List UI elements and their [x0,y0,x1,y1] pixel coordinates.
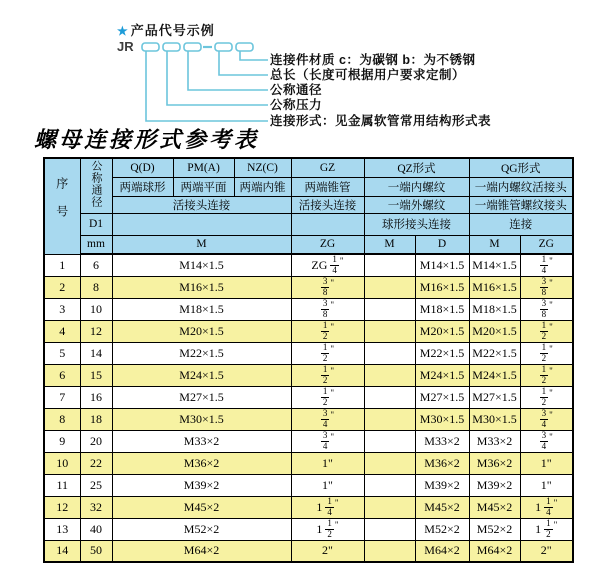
cell-qz-d: M18×1.5 [415,298,469,320]
cell-dn: 22 [80,452,112,474]
subheader-nz: 两端内锥 [234,177,291,196]
table-row [44,364,573,386]
cell-qg-zg: 1 $\frac{1}{4}$ " [520,496,573,518]
cell-qz-m [364,408,415,430]
subheader-qz-2: 一端外螺纹 [364,196,469,213]
cell-dn: 40 [80,518,112,540]
cell-qz-m [364,320,415,342]
cell-seq: 4 [44,320,80,342]
cell-seq: 2 [44,276,80,298]
cell-qg-zg: $\frac{3}{8}$ " [520,276,573,298]
cell-dn: 12 [80,320,112,342]
col-header-qz-m: M [364,235,415,254]
cell-qg-m: M18×1.5 [469,298,520,320]
cell-qz-m [364,452,415,474]
cell-zg: $\frac{3}{4}$ " [291,430,364,452]
col-header-qz: QZ形式 [364,158,469,177]
cell-zg: $\frac{1}{2}$ " [291,342,364,364]
cell-m: M18×1.5 [112,298,291,320]
col-header-seq: 序号 [44,158,80,254]
cell-seq: 5 [44,342,80,364]
cell-seq: 6 [44,364,80,386]
cell-dn: 50 [80,540,112,562]
cell-qg-m: M64×2 [469,540,520,562]
subheader-gz: 两端锥管 [291,177,364,196]
star-icon: ★ [117,24,129,38]
cell-qz-m [364,540,415,562]
table-title: 螺母连接形式参考表 [34,127,260,153]
connector-lines [146,47,268,121]
cell-qg-m: M14×1.5 [469,254,520,276]
subheader-pm: 两端平面 [173,177,234,196]
cell-qz-m [364,474,415,496]
cell-zg: 1" [291,474,364,496]
cell-seq: 9 [44,430,80,452]
table-row [44,342,573,364]
cell-qz-m [364,430,415,452]
subheader-qz-1: 一端内螺纹 [364,177,469,196]
col-header-qg-m: M [469,235,520,254]
cell-qz-d: M45×2 [415,496,469,518]
cell-m: M16×1.5 [112,276,291,298]
cell-dn: 10 [80,298,112,320]
subheader-qg-2: 一端锥管螺纹接头 [469,196,573,213]
cell-qg-m: M27×1.5 [469,386,520,408]
cell-m: M64×2 [112,540,291,562]
cell-qg-zg: $\frac{3}{4}$ " [520,430,573,452]
cell-seq: 1 [44,254,80,276]
cell-dn: 32 [80,496,112,518]
cell-dn: 6 [80,254,112,276]
cell-m: M22×1.5 [112,342,291,364]
code-boxes [142,43,253,51]
cell-qg-m: M33×2 [469,430,520,452]
code-box-2 [163,43,180,51]
table-row [44,386,573,408]
cell-zg: ZG $\frac{1}{4}$ " [291,254,364,276]
col-header-qg: QG形式 [469,158,573,177]
header-blank-gz [291,213,364,235]
cell-qz-d: M36×2 [415,452,469,474]
cell-zg: $\frac{3}{8}$ " [291,298,364,320]
cell-m: M52×2 [112,518,291,540]
cell-m: M24×1.5 [112,364,291,386]
cell-qz-m [364,298,415,320]
cell-qz-m [364,342,415,364]
table-row [44,430,573,452]
cell-qg-m: M16×1.5 [469,276,520,298]
cell-qz-d: M30×1.5 [415,408,469,430]
label-nominal-diameter: 公称通径 [270,83,323,97]
cell-seq: 8 [44,408,80,430]
cell-zg: $\frac{1}{2}$ " [291,320,364,342]
cell-qz-m [364,254,415,276]
cell-qg-zg: 1 $\frac{1}{2}$ " [520,518,573,540]
cell-qz-d: M14×1.5 [415,254,469,276]
table-header [44,158,573,254]
cell-zg: 2" [291,540,364,562]
cell-zg: $\frac{3}{8}$ " [291,276,364,298]
cell-qg-zg: $\frac{1}{2}$ " [520,320,573,342]
table-row [44,496,573,518]
cell-zg: 1 $\frac{1}{4}$ " [291,496,364,518]
label-connector-material: 连接件材质 c：为碳钢 b：为不锈钢 [270,53,476,67]
cell-seq: 12 [44,496,80,518]
col-header-zg: ZG [291,235,364,254]
product-code-prefix: JR [117,39,134,54]
cell-dn: 18 [80,408,112,430]
cell-seq: 7 [44,386,80,408]
label-nominal-pressure: 公称压力 [270,98,323,112]
cell-dn: 8 [80,276,112,298]
cell-dn: 20 [80,430,112,452]
table-row [44,298,573,320]
cell-m: M39×2 [112,474,291,496]
cell-qz-m [364,496,415,518]
table-row [44,474,573,496]
col-header-gz: GZ [291,158,364,177]
header-blank-m [112,213,291,235]
table-row [44,276,573,298]
col-header-d1: D1 [80,213,112,235]
code-box-5 [236,43,253,51]
code-box-4 [215,43,232,51]
col-header-qz-d: D [415,235,469,254]
cell-dn: 25 [80,474,112,496]
col-header-q: Q(D) [112,158,173,177]
cell-qz-d: M64×2 [415,540,469,562]
col-header-m: M [112,235,291,254]
subheader-q: 两端球形 [112,177,173,196]
cell-m: M14×1.5 [112,254,291,276]
cell-seq: 11 [44,474,80,496]
cell-m: M20×1.5 [112,320,291,342]
cell-qz-d: M27×1.5 [415,386,469,408]
cell-qg-zg: $\frac{1}{2}$ " [520,386,573,408]
cell-seq: 10 [44,452,80,474]
cell-m: M33×2 [112,430,291,452]
col-header-mm: mm [80,235,112,254]
table-row [44,320,573,342]
cell-qg-m: M22×1.5 [469,342,520,364]
cell-qg-zg: $\frac{1}{2}$ " [520,364,573,386]
cell-qg-m: M20×1.5 [469,320,520,342]
cell-zg: 1" [291,452,364,474]
cell-qz-m [364,276,415,298]
cell-qg-m: M39×2 [469,474,520,496]
cell-qg-zg: $\frac{1}{2}$ " [520,342,573,364]
cell-dn: 16 [80,386,112,408]
col-header-dn: 公称通径 [80,158,112,213]
nut-connection-reference-table [43,157,574,563]
table-row [44,518,573,540]
cell-qg-zg: $\frac{3}{8}$ " [520,298,573,320]
col-header-qg-zg: ZG [520,235,573,254]
cell-qg-m: M45×2 [469,496,520,518]
cell-qz-d: M39×2 [415,474,469,496]
subheader-gz-connection: 活接头连接 [291,196,364,213]
table-body [44,254,573,562]
cell-zg: $\frac{3}{4}$ " [291,408,364,430]
cell-zg: 1 $\frac{1}{2}$ " [291,518,364,540]
cell-qg-zg: $\frac{1}{4}$ " [520,254,573,276]
cell-qz-d: M33×2 [415,430,469,452]
cell-qg-zg: 2" [520,540,573,562]
cell-qg-m: M30×1.5 [469,408,520,430]
cell-qg-zg: 1" [520,474,573,496]
cell-dn: 14 [80,342,112,364]
table-row [44,540,573,562]
code-box-3 [184,43,201,51]
cell-qg-zg: 1" [520,452,573,474]
subheader-qz-3: 球形接头连接 [364,213,469,235]
cell-zg: $\frac{1}{2}$ " [291,364,364,386]
cell-qz-d: M22×1.5 [415,342,469,364]
cell-m: M27×1.5 [112,386,291,408]
subheader-qg-3: 连接 [469,213,573,235]
cell-zg: $\frac{1}{2}$ " [291,386,364,408]
cell-qz-d: M24×1.5 [415,364,469,386]
cell-qz-m [364,518,415,540]
cell-qz-m [364,386,415,408]
table-row [44,452,573,474]
label-connection-form: 连接形式：见金属软管常用结构形式表 [270,114,492,128]
col-header-pm: PM(A) [173,158,234,177]
cell-qg-zg: $\frac{3}{4}$ " [520,408,573,430]
table-row [44,254,573,276]
table-row [44,408,573,430]
cell-seq: 14 [44,540,80,562]
cell-m: M36×2 [112,452,291,474]
cell-seq: 13 [44,518,80,540]
cell-qg-m: M36×2 [469,452,520,474]
cell-qz-d: M20×1.5 [415,320,469,342]
cell-qg-m: M24×1.5 [469,364,520,386]
cell-m: M45×2 [112,496,291,518]
subheader-union-connection: 活接头连接 [112,196,291,213]
cell-m: M30×1.5 [112,408,291,430]
cell-qz-d: M52×2 [415,518,469,540]
cell-qg-m: M52×2 [469,518,520,540]
product-code-heading-text: 产品代号示例 [130,23,215,38]
cell-qz-m [364,364,415,386]
subheader-qg-1: 一端内螺纹活接头 [469,177,573,196]
cell-seq: 3 [44,298,80,320]
label-total-length: 总长（长度可根据用户要求定制） [270,68,466,82]
code-box-1 [142,43,159,51]
col-header-nz: NZ(C) [234,158,291,177]
cell-dn: 15 [80,364,112,386]
cell-qz-d: M16×1.5 [415,276,469,298]
